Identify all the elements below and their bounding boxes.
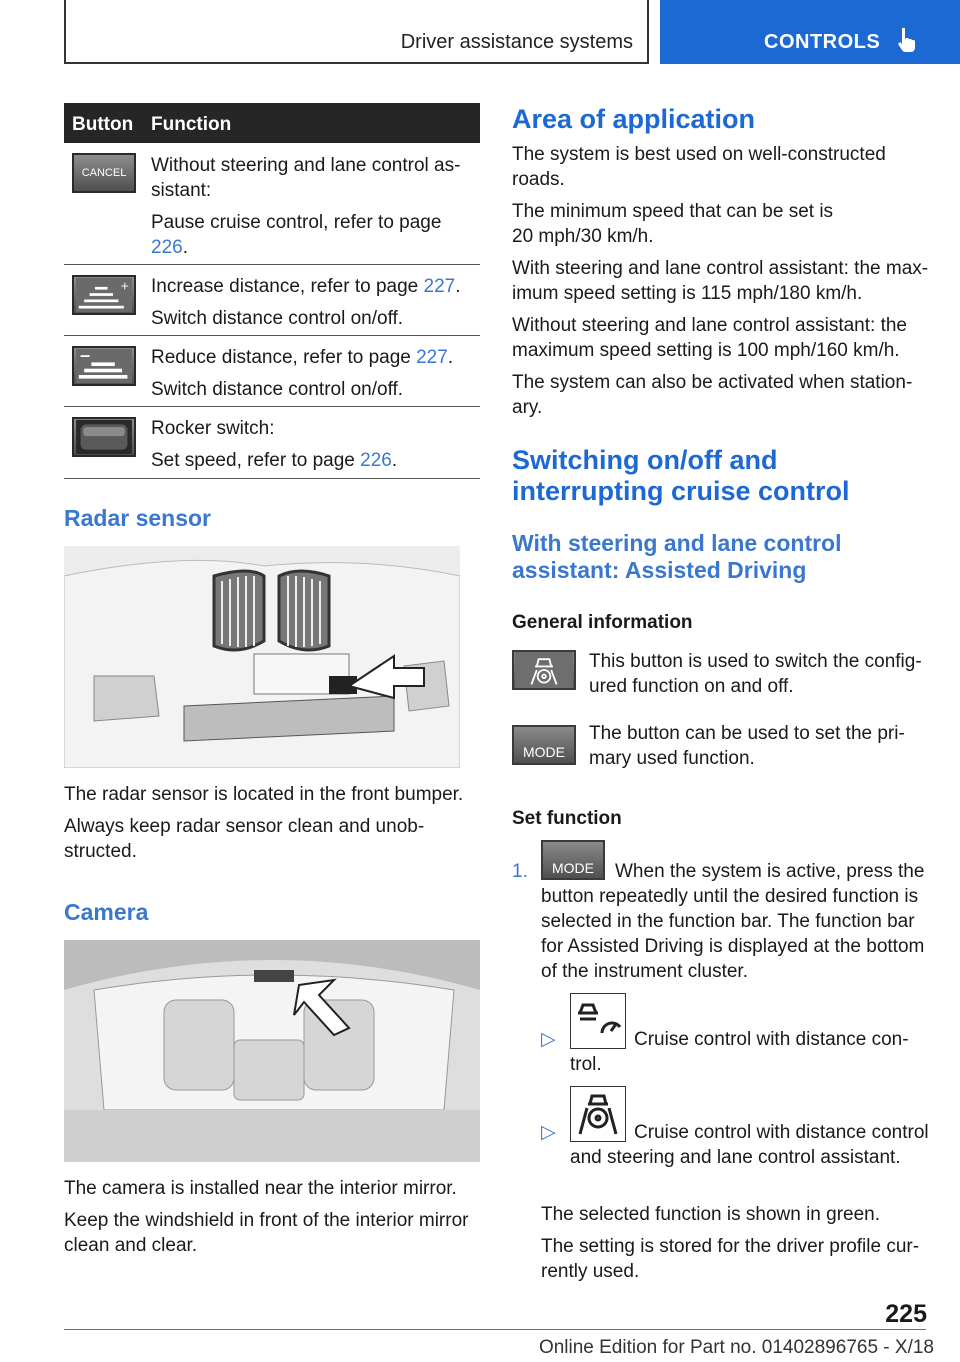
row-function-text: Switch distance control on/off. — [151, 308, 404, 329]
camera-paragraph-2: Keep the windshield in front of the interior mirror clean and clear. — [64, 1210, 469, 1256]
mode-button-label: MODE — [552, 860, 594, 876]
area-paragraph-2: The minimum speed that can be set is 20 mph/30 km/h. — [512, 201, 834, 247]
assisted-driving-subheading: With steering and lane control assistant: Assisted Driving — [512, 530, 842, 583]
header-chapter-label: CONTROLS — [764, 31, 881, 53]
footer-divider — [64, 1329, 926, 1330]
cancel-button-icon-text: CANCEL — [81, 166, 127, 179]
column-header-function: Function — [151, 114, 232, 135]
radar-paragraph-1: The radar sensor is located in the front bumper. — [64, 784, 464, 805]
header-section-title: Driver assistance systems — [400, 31, 633, 53]
table-row — [64, 265, 480, 336]
column-header-button: Button — [72, 114, 134, 135]
page-link[interactable]: 226 — [151, 237, 183, 258]
cancel-button-icon — [72, 153, 136, 193]
camera-paragraph-1: The camera is installed near the interior mirror. — [64, 1178, 457, 1199]
car-front-radar-photo — [64, 546, 460, 768]
hand-pointer-icon — [896, 26, 918, 52]
general-text-1: This button is used to switch the configured function on and off. — [589, 651, 922, 697]
button-function-table — [64, 103, 480, 479]
camera-heading: Camera — [64, 899, 149, 925]
rocker-switch-icon — [72, 417, 136, 457]
option-text-1: Cruise control with distance control. — [570, 1029, 909, 1075]
page-link[interactable]: 226 — [360, 450, 392, 471]
table-header — [64, 103, 480, 143]
row-function-text: Set speed, refer to page 226. — [151, 450, 398, 471]
radar-paragraph-2: Always keep radar sensor clean and unobstructed. — [64, 816, 425, 862]
page-link[interactable]: 227 — [423, 276, 456, 297]
mode-button-label: MODE — [523, 744, 565, 760]
switching-heading: Switching on/off and interrupting cruise control — [512, 445, 850, 506]
bullet-marker: ▷ — [541, 1122, 556, 1143]
svg-text:+: + — [120, 279, 130, 293]
general-information-heading: General information — [512, 612, 693, 633]
table-row — [64, 336, 480, 407]
set-function-heading: Set function — [512, 808, 622, 829]
area-paragraph-5: The system can also be activated when stationary. — [512, 372, 913, 418]
option-text-2: Cruise control with distance control and steering and lane control assistant. — [570, 1122, 929, 1168]
table-row — [64, 407, 480, 479]
row-function-text: Rocker switch: — [151, 418, 275, 439]
bullet-marker: ▷ — [541, 1029, 556, 1050]
assisted-driving-button-icon — [512, 650, 576, 690]
row-function-text: Reduce distance, refer to page 227. — [151, 347, 454, 368]
mode-button-icon — [512, 725, 576, 765]
radar-sensor-heading: Radar sensor — [64, 505, 212, 531]
page-number: 225 — [885, 1300, 927, 1328]
step-text: When the system is active, press the button repeatedly until the desired function is selected in the function bar. The function bar for Assisted Driving is displayed at the bottom of the instrument cluster. — [541, 861, 925, 982]
area-paragraph-1: The system is best used on well-constructed roads. — [512, 144, 886, 190]
car-interior-camera-photo — [64, 940, 480, 1162]
row-function-text: Increase distance, refer to page 227. — [151, 276, 461, 297]
area-paragraph-3: With steering and lane control assistant: the maximum speed setting is 115 mph/180 km/h. — [512, 258, 929, 304]
row-function-text: Switch distance control on/off. — [151, 379, 404, 400]
header-chapter-tab[interactable] — [660, 0, 960, 64]
step-number: 1. — [512, 861, 528, 882]
increase-distance-icon — [72, 275, 136, 315]
footer-edition: Online Edition for Part no. 01402896765 - X/18 — [538, 1337, 934, 1358]
reduce-distance-icon — [72, 346, 136, 386]
row-function-text: Without steering and lane control assistant: — [151, 155, 461, 201]
area-paragraph-4: Without steering and lane control assistant: the maximum speed setting is 100 mph/160 km/h. — [512, 315, 908, 361]
row-function-text: Pause cruise control, refer to page 226. — [151, 212, 442, 258]
table-row — [64, 143, 480, 265]
note-text-2: The setting is stored for the driver profile currently used. — [541, 1236, 920, 1282]
general-text-2: The button can be used to set the primary used function. — [589, 723, 905, 769]
area-of-application-heading: Area of application — [512, 104, 756, 134]
page-link[interactable]: 227 — [416, 347, 448, 368]
header-section-box — [64, 0, 649, 64]
note-text-1: The selected function is shown in green. — [541, 1204, 881, 1225]
